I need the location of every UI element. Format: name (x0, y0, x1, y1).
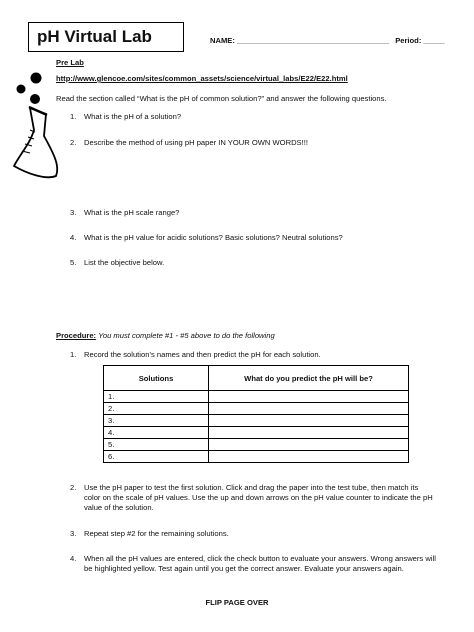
question-text: Describe the method of using pH paper IN YOUR OWN WORDS!!! (84, 138, 308, 147)
prelab-instruction: Read the section called “What is the pH of common solution?” and answer the following questions. (56, 94, 387, 103)
step-text: Repeat step #2 for the remaining solutions. (84, 529, 229, 538)
flask-icon (8, 70, 68, 182)
table-row (104, 391, 409, 403)
page-title: pH Virtual Lab (28, 22, 184, 52)
prelab-heading: Pre Lab (56, 58, 84, 67)
answer-cell[interactable] (209, 403, 409, 415)
table-cell: 2. (104, 403, 209, 415)
table-cell: 5. (104, 439, 209, 451)
period-label: Period: (395, 36, 422, 45)
procedure-note: You must complete #1 - #5 above to do the following (98, 331, 275, 340)
step-number: 3. (70, 529, 77, 538)
step-number: 1. (70, 350, 77, 359)
flip-page-note: FLIP PAGE OVER (205, 598, 269, 607)
question-text: What is the pH scale range? (84, 208, 180, 217)
lab-url-link[interactable]: http://www.glencoe.com/sites/common_assets/science/virtual_labs/E22/E22.html (56, 74, 348, 83)
procedure-label: Procedure: (56, 331, 97, 340)
answer-cell[interactable] (209, 439, 409, 451)
table-cell: 3. (104, 415, 209, 427)
table-row (104, 427, 409, 439)
name-line (210, 36, 445, 46)
step-text: When all the pH values are entered, click the check button to evaluate your answers. Wrong answers will be highlighted yellow. Test again until you get the correct answer. Evaluate your answers again. (84, 554, 436, 573)
prediction-table (103, 365, 409, 463)
procedure-heading (56, 331, 275, 341)
table-cell: 1. (104, 391, 209, 403)
answer-cell[interactable] (209, 415, 409, 427)
name-blank: ____________________________________ (237, 36, 390, 45)
table-row (104, 439, 409, 451)
question-number: 5. (70, 258, 77, 267)
table-header-row (104, 366, 409, 391)
step-number: 2. (70, 483, 77, 492)
answer-cell[interactable] (209, 451, 409, 463)
table-cell: 4. (104, 427, 209, 439)
question-text: What is the pH of a solution? (84, 112, 182, 121)
table-cell: 6. (104, 451, 209, 463)
table-header: Solutions (104, 366, 209, 391)
question-text: What is the pH value for acidic solutions? Basic solutions? Neutral solutions? (84, 233, 343, 242)
question-number: 4. (70, 233, 77, 242)
table-row (104, 403, 409, 415)
question-number: 3. (70, 208, 77, 217)
step-number: 4. (70, 554, 77, 563)
question-text: List the objective below. (84, 258, 165, 267)
question-number: 1. (70, 112, 77, 121)
answer-cell[interactable] (209, 391, 409, 403)
question-number: 2. (70, 138, 77, 147)
answer-cell[interactable] (209, 427, 409, 439)
table-header: What do you predict the pH will be? (209, 366, 409, 391)
period-blank: _____ (423, 36, 445, 45)
step-text: Record the solution’s names and then predict the pH for each solution. (84, 350, 321, 359)
step-text: Use the pH paper to test the first solution. Click and drag the paper into the test tube, then match its color on the scale of pH values. Use the up and down arrows on the pH value counter to indicate the pH value of the solution. (84, 483, 433, 512)
table-row (104, 415, 409, 427)
name-label: NAME: (210, 36, 235, 45)
table-row (104, 451, 409, 463)
